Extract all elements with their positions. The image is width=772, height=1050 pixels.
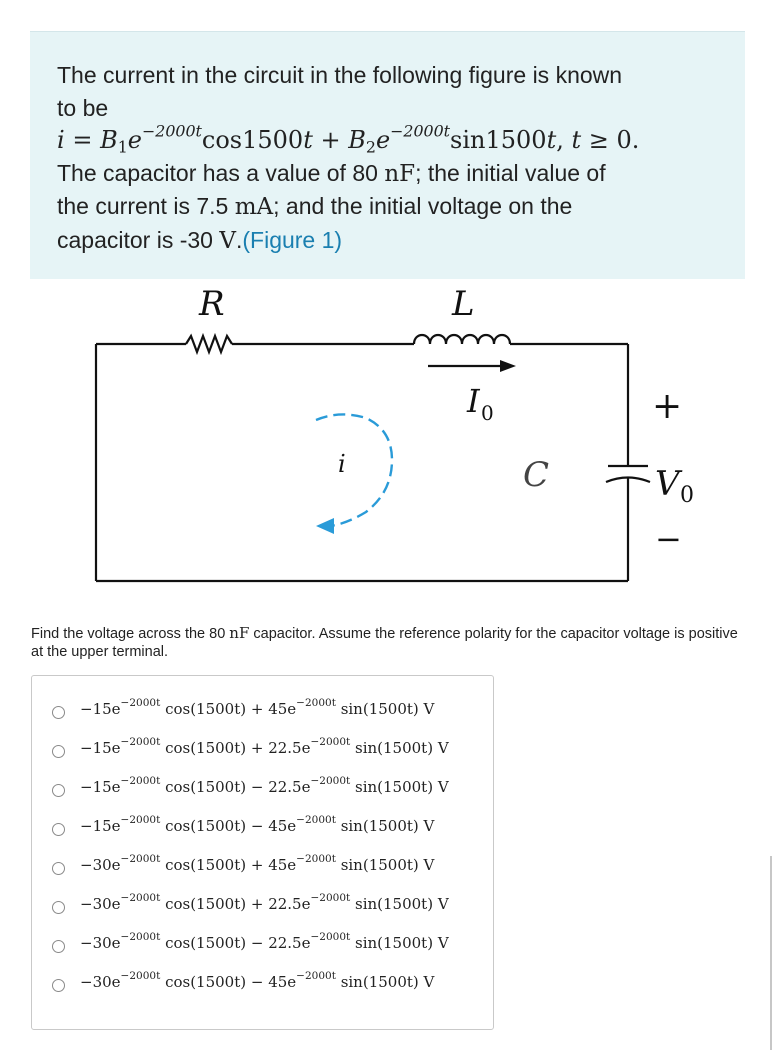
eq-b2-sub: 2 [365, 137, 376, 157]
eq-b2: B [348, 126, 366, 154]
radio-button[interactable] [52, 706, 65, 719]
problem-statement-box [30, 31, 745, 279]
choice-label: $-15e^{-2000t}$ $\cos(1500t) + 22.5e^{-2000t}$ sin(1500t) V [80, 736, 449, 757]
volt-post: . [235, 226, 243, 253]
minus-sign: − [655, 520, 682, 558]
eq-plus: + [312, 126, 349, 154]
choice-label: $-15e^{-2000t}$ $\cos(1500t) - 45e^{-2000t}$ sin(1500t) V [80, 814, 435, 835]
choice-1[interactable] [32, 696, 493, 734]
radio-button[interactable] [52, 784, 65, 797]
eq-exp2: −2000t [390, 121, 451, 141]
radio-button[interactable] [52, 823, 65, 836]
cur-pre: the current is 7.5 [57, 193, 235, 219]
choice-2[interactable] [32, 735, 493, 773]
problem-line-1: The current in the circuit in the following figure is known [57, 62, 623, 88]
choice-label: $-30e^{-2000t}$ $\cos(1500t) - 22.5e^{-2000t}$ sin(1500t) V [80, 931, 449, 952]
radio-button[interactable] [52, 940, 65, 953]
eq-cos: cos1500 [201, 126, 304, 154]
eq-i: i [57, 126, 65, 154]
choice-7[interactable] [32, 930, 493, 968]
problem-line-current [57, 190, 737, 224]
question-prompt [31, 624, 746, 661]
capacitor-label: C [523, 455, 550, 495]
inductor-label: L [452, 284, 475, 324]
current-equation [57, 121, 737, 157]
loop-current-label: i [338, 450, 346, 478]
eq-t2: t [546, 126, 557, 154]
figure-1-link[interactable]: (Figure 1) [242, 226, 343, 253]
volt-unit: V [219, 227, 236, 254]
radio-button[interactable] [52, 901, 65, 914]
eq-equals: = [64, 126, 101, 154]
eq-t3: t [571, 126, 582, 154]
radio-button[interactable] [52, 862, 65, 875]
eq-comma: , [556, 126, 572, 154]
eq-sin: sin1500 [450, 126, 547, 154]
choice-3[interactable] [32, 774, 493, 812]
resistor [186, 336, 232, 352]
cap-pre: The capacitor has a value of 80 [57, 159, 385, 186]
choice-label: $-30e^{-2000t}$ $\cos(1500t) + 22.5e^{-2000t}$ sin(1500t) V [80, 892, 449, 913]
choice-8[interactable] [32, 969, 493, 1007]
choice-label: $-30e^{-2000t}$ $\cos(1500t) + 45e^{-2000t}$ sin(1500t) V [80, 853, 435, 874]
choice-6[interactable] [32, 891, 493, 929]
eq-t1: t [303, 126, 313, 154]
eq-e2: e [375, 126, 391, 154]
problem-text [57, 59, 737, 257]
circuit-diagram [0, 280, 772, 610]
choice-label: $-15e^{-2000t}$ $\cos(1500t) + 45e^{-2000t}$ sin(1500t) V [80, 697, 435, 718]
resistor-label: R [199, 284, 225, 324]
cur-unit: mA [234, 194, 274, 220]
eq-exp1: −2000t [141, 121, 202, 141]
radio-button[interactable] [52, 745, 65, 758]
radio-button[interactable] [52, 979, 65, 992]
cap-unit: nF [384, 160, 416, 187]
voltage-label: V [655, 464, 680, 504]
plus-sign: + [652, 386, 683, 427]
problem-line-capacitor [57, 157, 737, 191]
loop-current-arrow [316, 414, 392, 534]
choice-label: $-30e^{-2000t}$ $\cos(1500t) - 45e^{-2000t}$ sin(1500t) V [80, 970, 435, 991]
i0-label: I [467, 382, 480, 420]
answer-choices [31, 675, 494, 1030]
volt-pre: capacitor is -30 [57, 226, 220, 253]
circuit-wires [96, 335, 650, 581]
choice-4[interactable] [32, 813, 493, 851]
cap-post: ; the initial value of [415, 159, 606, 186]
inductor [414, 335, 510, 344]
problem-line-2: to be [57, 94, 109, 121]
current-i0-arrow [428, 360, 516, 372]
choice-5[interactable] [32, 852, 493, 890]
choice-label: $-15e^{-2000t}$ $\cos(1500t) - 22.5e^{-2000t}$ sin(1500t) V [80, 775, 449, 796]
question-post: capacitor. Assume the reference polarity for the capacitor voltage is positive at the upper terminal. [31, 626, 738, 660]
eq-e1: e [127, 126, 142, 154]
eq-condition: ≥ 0. [581, 126, 640, 154]
question-pre: Find the voltage across the 80 [31, 626, 230, 642]
i0-label-sub: 0 [481, 401, 494, 425]
voltage-label-sub: 0 [680, 483, 694, 508]
cur-post: ; and the initial voltage on the [273, 193, 573, 219]
question-unit: nF [229, 624, 250, 642]
problem-line-voltage [57, 224, 737, 258]
eq-b1: B [100, 126, 118, 154]
eq-b1-sub: 1 [117, 137, 128, 157]
